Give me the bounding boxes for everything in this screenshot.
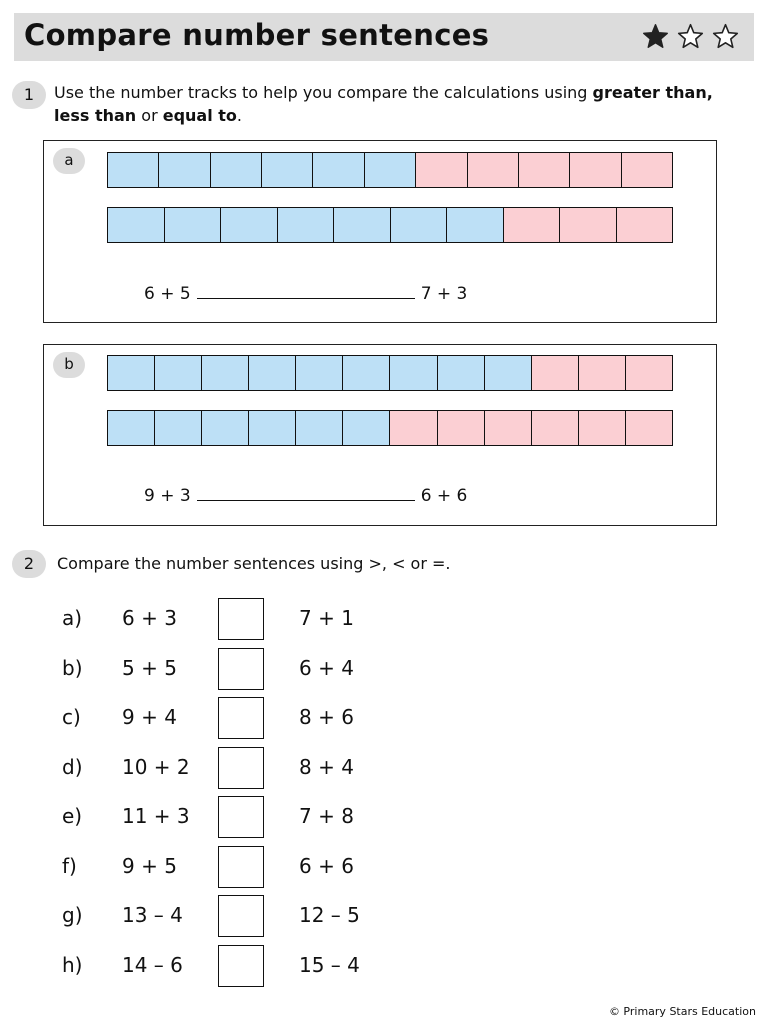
answer-box[interactable] bbox=[218, 846, 264, 888]
right-expression: 7 + 8 bbox=[299, 804, 354, 828]
number-track bbox=[107, 207, 673, 243]
track-cell-blue bbox=[437, 356, 484, 390]
row-letter: h) bbox=[62, 953, 83, 977]
comparison-row bbox=[0, 747, 768, 789]
left-expression: 9 + 4 bbox=[122, 705, 177, 729]
number-track bbox=[107, 355, 673, 391]
track-cell-pink bbox=[569, 153, 620, 187]
answer-box[interactable] bbox=[218, 895, 264, 937]
comparison-row bbox=[0, 697, 768, 739]
row-letter: b) bbox=[62, 656, 83, 680]
track-cell-blue bbox=[210, 153, 261, 187]
question-2-badge: 2 bbox=[12, 550, 46, 578]
track-cell-blue bbox=[158, 153, 209, 187]
answer-line[interactable] bbox=[197, 283, 415, 299]
track-cell-pink bbox=[616, 208, 673, 242]
track-cell-blue bbox=[484, 356, 531, 390]
track-cell-blue bbox=[108, 153, 158, 187]
track-cell-pink bbox=[578, 411, 625, 445]
track-cell-pink bbox=[467, 153, 518, 187]
right-expression: 15 – 4 bbox=[299, 953, 360, 977]
track-cell-blue bbox=[342, 411, 389, 445]
difficulty-stars bbox=[641, 23, 740, 50]
left-expression: 10 + 2 bbox=[122, 755, 190, 779]
left-expression: 14 – 6 bbox=[122, 953, 183, 977]
track-cell-blue bbox=[342, 356, 389, 390]
comparison-row bbox=[0, 648, 768, 690]
left-expression: 5 + 5 bbox=[122, 656, 177, 680]
track-cell-blue bbox=[108, 356, 154, 390]
track-cell-pink bbox=[437, 411, 484, 445]
star-filled-icon bbox=[641, 23, 670, 50]
track-cell-pink bbox=[621, 153, 672, 187]
track-cell-pink bbox=[531, 356, 578, 390]
left-expression: 9 + 5 bbox=[122, 854, 177, 878]
row-letter: f) bbox=[62, 854, 77, 878]
track-cell-pink bbox=[625, 356, 672, 390]
track-cell-blue bbox=[277, 208, 334, 242]
comparison-row bbox=[0, 796, 768, 838]
part-a-label: a bbox=[53, 148, 85, 174]
page-title: Compare number sentences bbox=[24, 18, 490, 52]
track-cell-blue bbox=[164, 208, 221, 242]
track-cell-pink bbox=[578, 356, 625, 390]
part-b-panel bbox=[43, 344, 717, 526]
track-cell-blue bbox=[248, 356, 295, 390]
track-cell-blue bbox=[333, 208, 390, 242]
comparison-row bbox=[0, 846, 768, 888]
track-cell-pink bbox=[389, 411, 436, 445]
row-letter: a) bbox=[62, 606, 83, 630]
answer-box[interactable] bbox=[218, 945, 264, 987]
question-1-instructions bbox=[54, 81, 744, 127]
instruction-bold-equal: equal to bbox=[162, 106, 237, 125]
left-expression: 11 + 3 bbox=[122, 804, 190, 828]
right-expression: 12 – 5 bbox=[299, 903, 360, 927]
answer-box[interactable] bbox=[218, 747, 264, 789]
copyright-footer: © Primary Stars Education bbox=[608, 1005, 756, 1018]
row-letter: e) bbox=[62, 804, 83, 828]
answer-box[interactable] bbox=[218, 796, 264, 838]
comparison-row bbox=[0, 945, 768, 987]
left-expression: 6 + 5 bbox=[144, 284, 191, 304]
track-cell-pink bbox=[503, 208, 560, 242]
right-expression: 6 + 4 bbox=[299, 656, 354, 680]
right-expression: 8 + 4 bbox=[299, 755, 354, 779]
track-cell-blue bbox=[312, 153, 363, 187]
comparison-sentence bbox=[144, 485, 467, 506]
star-outline-icon bbox=[711, 23, 740, 50]
track-cell-blue bbox=[220, 208, 277, 242]
track-cell-pink bbox=[531, 411, 578, 445]
answer-box[interactable] bbox=[218, 648, 264, 690]
track-cell-pink bbox=[518, 153, 569, 187]
track-cell-blue bbox=[201, 411, 248, 445]
question-2-instructions: Compare the number sentences using >, < or =. bbox=[57, 554, 451, 573]
left-expression: 9 + 3 bbox=[144, 486, 191, 506]
comparison-sentence bbox=[144, 283, 467, 304]
right-expression: 7 + 1 bbox=[299, 606, 354, 630]
answer-line[interactable] bbox=[197, 485, 415, 501]
answer-box[interactable] bbox=[218, 697, 264, 739]
track-cell-blue bbox=[295, 356, 342, 390]
track-cell-blue bbox=[248, 411, 295, 445]
track-cell-pink bbox=[559, 208, 616, 242]
left-expression: 6 + 3 bbox=[122, 606, 177, 630]
track-cell-blue bbox=[201, 356, 248, 390]
right-expression: 6 + 6 bbox=[299, 854, 354, 878]
instruction-text: or bbox=[136, 106, 163, 125]
track-cell-blue bbox=[154, 356, 201, 390]
part-a-panel bbox=[43, 140, 717, 323]
track-cell-blue bbox=[389, 356, 436, 390]
instruction-bold-greater: greater than, bbox=[592, 83, 713, 102]
comparison-row bbox=[0, 895, 768, 937]
instruction-text: . bbox=[236, 106, 243, 125]
page-header bbox=[14, 13, 754, 61]
part-b-label: b bbox=[53, 352, 85, 378]
track-cell-blue bbox=[446, 208, 503, 242]
answer-box[interactable] bbox=[218, 598, 264, 640]
row-letter: d) bbox=[62, 755, 83, 779]
track-cell-blue bbox=[295, 411, 342, 445]
comparison-row bbox=[0, 598, 768, 640]
track-cell-pink bbox=[415, 153, 466, 187]
right-expression: 7 + 3 bbox=[420, 284, 468, 304]
track-cell-blue bbox=[364, 153, 415, 187]
track-cell-blue bbox=[261, 153, 312, 187]
track-cell-pink bbox=[625, 411, 672, 445]
track-cell-pink bbox=[484, 411, 531, 445]
right-expression: 8 + 6 bbox=[299, 705, 354, 729]
track-cell-blue bbox=[108, 411, 154, 445]
right-expression: 6 + 6 bbox=[420, 486, 468, 506]
instruction-text: Use the number tracks to help you compare the calculations using bbox=[54, 83, 593, 102]
track-cell-blue bbox=[390, 208, 447, 242]
number-track bbox=[107, 152, 673, 188]
number-track bbox=[107, 410, 673, 446]
row-letter: g) bbox=[62, 903, 83, 927]
left-expression: 13 – 4 bbox=[122, 903, 183, 927]
track-cell-blue bbox=[154, 411, 201, 445]
track-cell-blue bbox=[108, 208, 164, 242]
row-letter: c) bbox=[62, 705, 81, 729]
question-1-badge: 1 bbox=[12, 81, 46, 109]
instruction-bold-less: less than bbox=[54, 106, 137, 125]
star-outline-icon bbox=[676, 23, 705, 50]
